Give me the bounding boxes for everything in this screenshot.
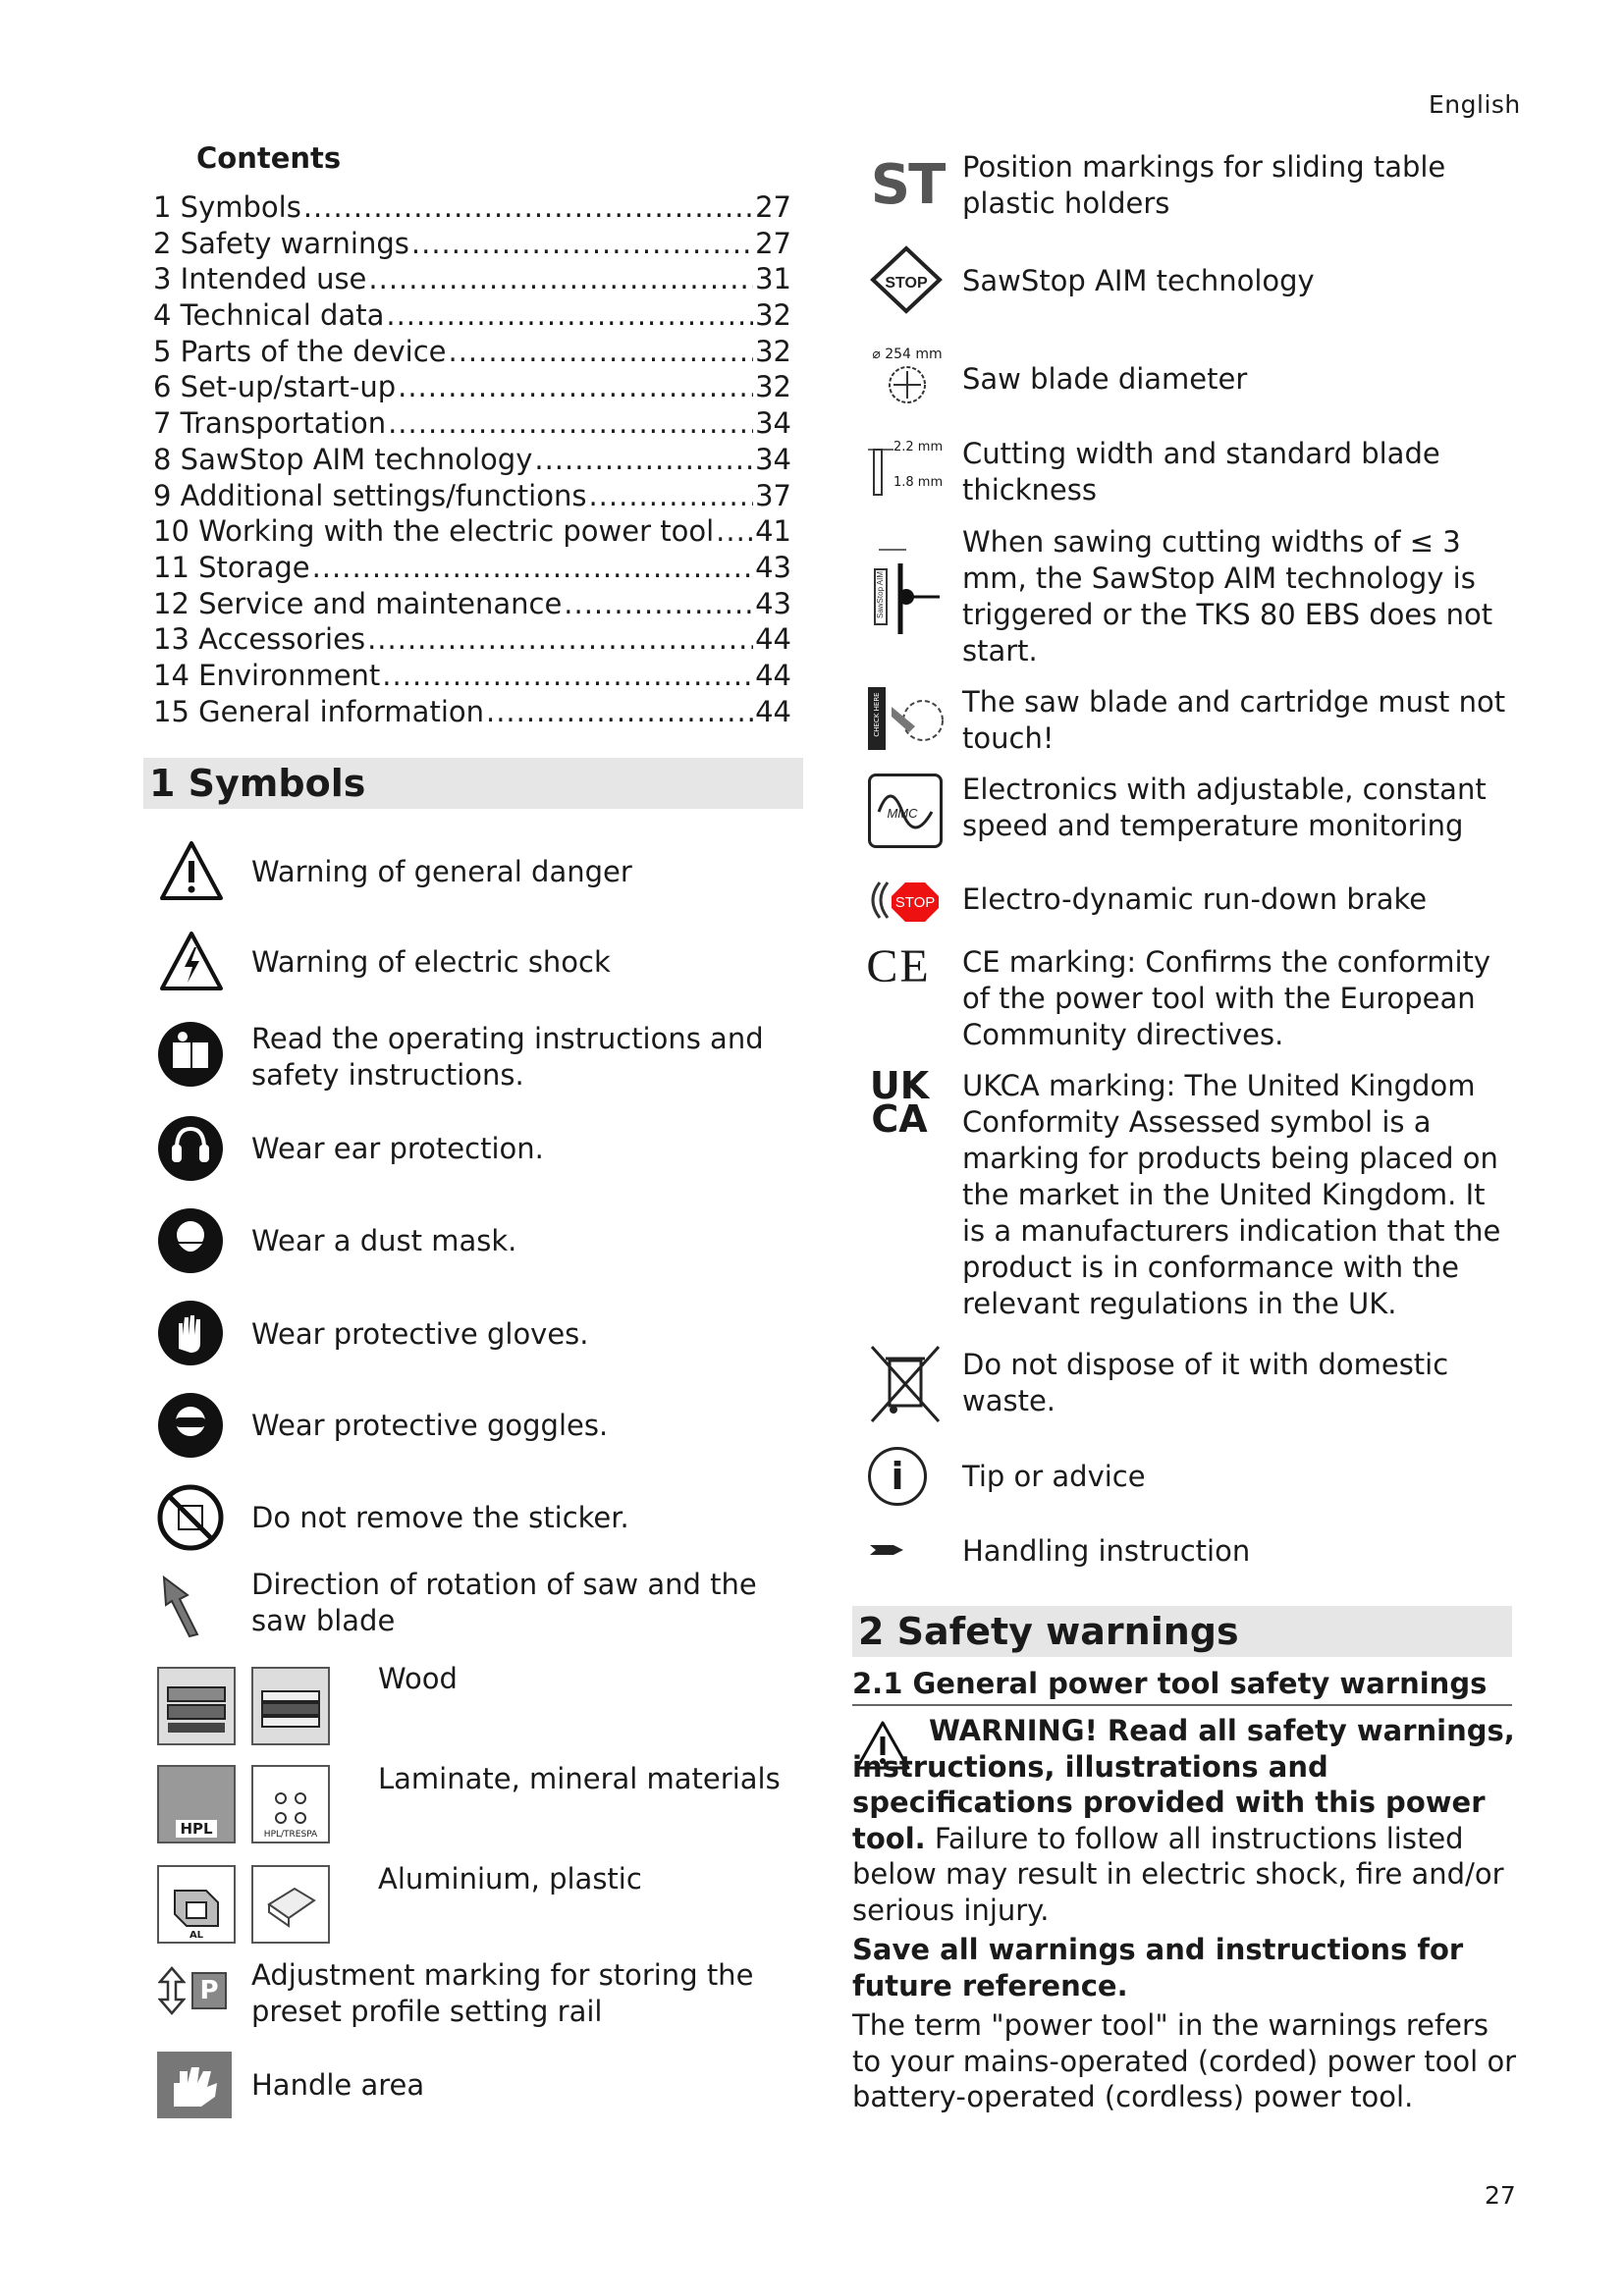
toc-label: 9 Additional settings/functions <box>153 478 587 512</box>
ear-protection-icon <box>155 1113 226 1184</box>
gloves-icon <box>155 1298 226 1368</box>
symbol-text: SawStop AIM technology <box>962 264 1315 297</box>
symbol-text: Wood <box>378 1662 458 1695</box>
toc-label: 5 Parts of the device <box>153 334 447 368</box>
toc-page: 31 <box>755 262 791 296</box>
ce-mark-icon <box>864 938 933 993</box>
toc-page: 41 <box>755 514 791 549</box>
info-icon <box>868 1447 927 1506</box>
dust-mask-icon <box>155 1205 226 1276</box>
toc-label: 8 SawStop AIM technology <box>153 442 533 476</box>
toc-row-safety-warnings[interactable] <box>153 227 791 263</box>
electric-shock-icon <box>157 927 226 995</box>
toc-page: 32 <box>755 298 791 333</box>
check-here-label: CHECK HERE <box>873 692 881 737</box>
table-of-contents <box>153 190 791 730</box>
language-label: English <box>1429 90 1521 119</box>
toc-page: 43 <box>755 550 791 584</box>
toc-page: 44 <box>755 694 791 728</box>
symbol-text: Direction of rotation of saw and the saw blade <box>251 1568 757 1637</box>
uk-label: UK <box>869 1064 930 1107</box>
symbol-text: Position markings for sliding table plastic holders <box>962 150 1446 220</box>
symbol-text: When sawing cutting widths of ≤ 3 mm, the SawStop AIM technology is triggered or the TKS 80 EBS does not start. <box>962 525 1493 667</box>
symbol-text: Wear protective gloves. <box>251 1317 589 1351</box>
toc-label: 6 Set-up/start-up <box>153 370 397 404</box>
symbol-text: Warning of electric shock <box>251 945 611 979</box>
saw-blade-diameter-icon <box>868 342 947 412</box>
wood-panel-icon <box>251 1667 330 1745</box>
toc-row-working[interactable] <box>153 514 791 551</box>
symbol-text: Read the operating instructions and safety instructions. <box>251 1022 764 1092</box>
symbol-text: Do not remove the sticker. <box>251 1501 629 1534</box>
toc-row-environment[interactable] <box>153 659 791 695</box>
section-heading-symbols: 1 Symbols <box>143 758 803 809</box>
toc-label: 1 Symbols <box>153 190 301 224</box>
term-note: The term "power tool" in the warnings refers to your mains-operated (corded) power tool or battery-operated (cordless) power tool. <box>852 2008 1517 2113</box>
symbol-text: Laminate, mineral materials <box>378 1762 781 1795</box>
contents-title: Contents <box>196 141 342 175</box>
symbol-text: Warning of general danger <box>251 855 632 888</box>
ce-label: CE <box>866 939 931 992</box>
symbol-text: Electro-dynamic run-down brake <box>962 882 1428 916</box>
section-heading-safety-warnings: 2 Safety warnings <box>852 1606 1512 1657</box>
mmc-electronics-icon <box>868 774 943 848</box>
toc-page: 44 <box>755 658 791 692</box>
sliding-table-icon <box>868 152 947 217</box>
safety-warning-text <box>852 1713 1520 2119</box>
handle-area-icon <box>157 2052 232 2118</box>
toc-row-service[interactable] <box>153 587 791 623</box>
symbol-text: Handling instruction <box>962 1534 1251 1568</box>
hpl-label: HPL <box>176 1820 216 1838</box>
toc-row-storage[interactable] <box>153 551 791 587</box>
toc-row-accessories[interactable] <box>153 622 791 659</box>
symbol-text: Wear protective goggles. <box>251 1409 609 1442</box>
diameter-label: ⌀ 254 mm <box>872 347 943 362</box>
symbol-text: Saw blade diameter <box>962 362 1248 396</box>
handling-arrow-icon <box>868 1539 907 1561</box>
profile-rail-icon <box>151 1963 234 2018</box>
toc-page: 32 <box>755 370 791 404</box>
sawstop-icon <box>868 243 945 316</box>
symbol-text: Electronics with adjustable, constant speed and temperature monitoring <box>962 773 1487 842</box>
symbol-text: Adjustment marking for storing the preset profile setting rail <box>251 1958 754 2028</box>
toc-label: 10 Working with the electric power tool <box>153 514 715 549</box>
symbol-text: Aluminium, plastic <box>378 1862 642 1896</box>
no-remove-sticker-icon <box>155 1482 226 1553</box>
symbol-text: Tip or advice <box>962 1460 1146 1493</box>
toc-row-parts[interactable] <box>153 335 791 371</box>
warning-bold: WARNING! Read all safety warnings, instructions, illustrations and specifications provided with this power tool. <box>852 1714 1515 1855</box>
wood-icon <box>157 1667 236 1745</box>
read-manual-icon <box>155 1019 226 1090</box>
toc-label: 3 Intended use <box>153 262 367 296</box>
warning-paragraph <box>852 1713 1520 1928</box>
warning-rest: Failure to follow all instructions listed below may result in electric shock, fire and/or serious injury. <box>852 1821 1504 1927</box>
toc-page: 44 <box>755 622 791 657</box>
toc-label: 13 Accessories <box>153 622 366 657</box>
toc-page: 43 <box>755 586 791 620</box>
toc-row-additional-settings[interactable] <box>153 479 791 515</box>
toc-row-technical-data[interactable] <box>153 298 791 335</box>
toc-page: 27 <box>755 190 791 224</box>
toc-row-symbols[interactable] <box>153 190 791 227</box>
blade-thickness-label: 1.8 mm <box>893 475 944 490</box>
toc-label: 4 Technical data <box>153 298 385 333</box>
goggles-icon <box>155 1390 226 1461</box>
toc-label: 7 Transportation <box>153 406 387 441</box>
ukca-mark-icon <box>864 1064 935 1141</box>
toc-row-intended-use[interactable] <box>153 262 791 298</box>
toc-page: 32 <box>755 334 791 368</box>
toc-row-setup[interactable] <box>153 370 791 406</box>
symbol-text: UKCA marking: The United Kingdom Conformity Assessed symbol is a marking for products being placed on the market in the United Kingdom. It is a manufacturers indication that the product is in conformance with the relevant regulations in the UK. <box>962 1069 1501 1320</box>
toc-page: 34 <box>755 406 791 441</box>
ca-label: CA <box>871 1097 928 1141</box>
al-label: AL <box>189 1930 204 1941</box>
min-cutting-width-icon <box>866 538 945 636</box>
laminate-hpl-icon <box>157 1765 236 1843</box>
symbol-text: Cutting width and standard blade thickness <box>962 437 1440 507</box>
save-note: Save all warnings and instructions for future reference. <box>852 1933 1464 2002</box>
weee-bin-icon <box>868 1343 943 1425</box>
symbol-text: Wear a dust mask. <box>251 1224 517 1257</box>
cutting-width-icon <box>864 438 950 503</box>
sawstop-logo-text: STOP <box>885 275 928 292</box>
symbol-text: Handle area <box>251 2068 425 2102</box>
toc-label: 15 General information <box>153 694 484 728</box>
cutting-width-label: 2.2 mm <box>893 440 944 454</box>
symbol-text: The saw blade and cartridge must not touch! <box>962 685 1506 755</box>
plastic-icon <box>251 1865 330 1944</box>
page-number: 27 <box>1485 2181 1516 2210</box>
st-label: ST <box>870 152 945 217</box>
subsection-heading: 2.1 General power tool safety warnings <box>852 1667 1512 1706</box>
mmc-label: MMC <box>887 806 918 821</box>
laminate-trespa-icon <box>251 1765 330 1843</box>
symbol-text: Do not dispose of it with domestic waste. <box>962 1348 1449 1417</box>
toc-row-general-info[interactable] <box>153 695 791 731</box>
brake-stop-label: STOP <box>894 894 936 911</box>
symbol-text: Wear ear protection. <box>251 1132 544 1165</box>
toc-page: 37 <box>755 478 791 512</box>
toc-label: 11 Storage <box>153 550 310 584</box>
toc-label: 14 Environment <box>153 658 381 692</box>
trespa-label: HPL/TRESPA <box>263 1830 318 1840</box>
info-glyph: i <box>891 1455 904 1498</box>
rotation-arrow-icon <box>155 1569 210 1639</box>
sawstop-aim-label: SawStop AIM <box>876 570 885 618</box>
toc-row-transportation[interactable] <box>153 406 791 443</box>
toc-label: 2 Safety warnings <box>153 226 409 260</box>
p-marker-label: P <box>191 1972 227 2009</box>
toc-row-sawstop[interactable] <box>153 443 791 479</box>
toc-label: 12 Service and maintenance <box>153 586 563 620</box>
aluminium-icon <box>157 1865 236 1944</box>
warning-triangle-icon <box>157 836 226 905</box>
toc-page: 34 <box>755 442 791 476</box>
brake-icon <box>866 876 948 925</box>
toc-page: 27 <box>755 226 791 260</box>
symbol-text: CE marking: Confirms the conformity of the power tool with the European Community directives. <box>962 945 1491 1051</box>
cartridge-icon <box>868 687 947 750</box>
